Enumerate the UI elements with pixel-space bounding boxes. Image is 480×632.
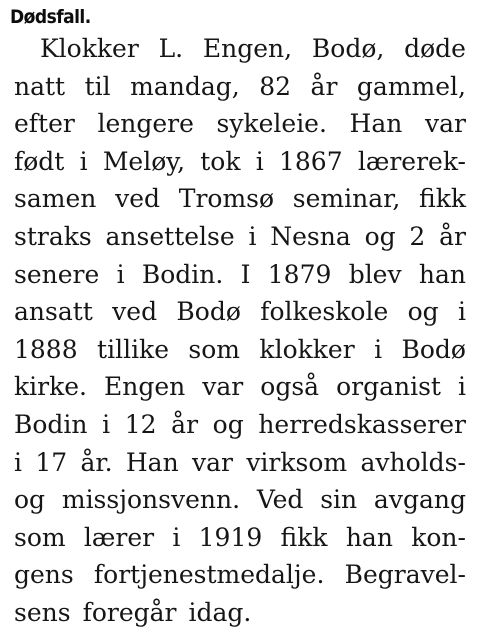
word: år.	[80, 447, 113, 477]
word: i	[458, 372, 466, 402]
word: og	[364, 221, 396, 251]
word: var	[202, 372, 244, 402]
word: og	[14, 485, 46, 515]
word: kirke.	[14, 372, 87, 402]
word: klokker	[259, 334, 355, 364]
word: missjonsvenn.	[61, 485, 241, 515]
word: i	[374, 334, 383, 364]
word: Engen,	[202, 34, 293, 63]
word: Begravel-	[344, 560, 466, 590]
word: L.	[158, 34, 184, 63]
word: også	[260, 372, 320, 402]
word: i	[102, 409, 111, 439]
text-line-12	[14, 444, 466, 482]
word: i	[255, 146, 264, 176]
word: Han	[349, 109, 403, 139]
word: mandag,	[130, 71, 240, 101]
word: i	[248, 221, 257, 251]
word: fikk	[419, 184, 466, 214]
text-line-9	[14, 331, 466, 369]
word: som	[14, 522, 66, 552]
word: folkeskole	[260, 297, 389, 327]
word: I	[240, 259, 251, 289]
word: 2	[409, 221, 426, 251]
text-line-7	[14, 256, 466, 294]
word: 82	[259, 71, 292, 101]
word: han	[345, 522, 393, 552]
word: han	[418, 259, 466, 289]
word: 12	[124, 409, 157, 439]
word: avholds-	[360, 447, 466, 477]
word: lærerek-	[357, 146, 466, 176]
word: lærer	[83, 522, 155, 552]
word: år	[171, 409, 199, 439]
word: virksom	[246, 447, 348, 477]
word: Bodø	[176, 297, 241, 327]
word: ansettelse	[105, 221, 235, 251]
article-body	[14, 30, 466, 632]
text-line-1	[14, 30, 466, 68]
text-line-2	[14, 68, 466, 106]
text-line-8	[14, 293, 466, 331]
word: Bodin.	[141, 259, 224, 289]
word: gens	[14, 560, 74, 590]
word: 1888	[14, 334, 78, 364]
word: i	[14, 447, 22, 477]
word: samen	[14, 184, 97, 214]
word: døde	[404, 34, 466, 63]
word: var	[192, 447, 233, 477]
word: Klokker	[40, 34, 139, 63]
word: i	[457, 297, 466, 327]
word: seminar,	[292, 184, 401, 214]
word: i	[79, 146, 88, 176]
word: Ved	[256, 485, 304, 515]
word: tillike	[97, 334, 170, 364]
word: Bodø	[401, 334, 466, 364]
word: og	[407, 297, 439, 327]
word: avgang	[373, 485, 466, 515]
word: kon-	[411, 522, 466, 552]
word: natt	[14, 71, 66, 101]
word: Tromsø	[178, 184, 275, 214]
word: i	[172, 522, 181, 552]
word: sykeleie.	[216, 109, 327, 139]
word: 1879	[267, 259, 332, 289]
word: Han	[125, 447, 179, 477]
word: gammel,	[356, 71, 466, 101]
word: Engen	[104, 372, 186, 402]
text-line-15	[14, 556, 466, 594]
word: som	[188, 334, 241, 364]
word: efter	[14, 109, 75, 139]
word: sin	[320, 485, 358, 515]
word: i	[116, 259, 125, 289]
text-line-4	[14, 143, 466, 181]
word: år	[310, 71, 338, 101]
word: født	[14, 146, 65, 176]
word: Meløy,	[102, 146, 186, 176]
word: lengere	[97, 109, 194, 139]
word: ansatt	[14, 297, 93, 327]
word: ved	[115, 184, 161, 214]
text-line-11	[14, 406, 466, 444]
word: herredskasserer	[258, 409, 466, 439]
word: 1919	[198, 522, 263, 552]
word: foregår	[82, 597, 177, 627]
text-line-13	[14, 481, 466, 519]
text-line-3	[14, 105, 466, 143]
word: til	[84, 71, 111, 101]
word: tok	[200, 146, 241, 176]
text-line-10	[14, 368, 466, 406]
word: og	[212, 409, 244, 439]
word: var	[424, 109, 466, 139]
word: Bodin	[14, 409, 88, 439]
word: Nesna	[270, 221, 351, 251]
word: fikk	[280, 522, 328, 552]
word: 1867	[278, 146, 343, 176]
headline: Dødsfall.	[10, 6, 91, 28]
text-line-14	[14, 519, 466, 557]
text-line-16	[14, 594, 466, 632]
word: ved	[112, 297, 158, 327]
word: blev	[348, 259, 402, 289]
word: 17	[35, 447, 68, 477]
word: Bodø,	[311, 34, 385, 63]
word: idag.	[188, 597, 252, 627]
word: straks	[14, 221, 92, 251]
word: organist	[336, 372, 441, 402]
text-line-5	[14, 180, 466, 218]
word: fortjenestmedalje.	[93, 560, 325, 590]
text-line-6	[14, 218, 466, 256]
word: sens	[14, 597, 71, 627]
word: senere	[14, 259, 100, 289]
word: år	[439, 221, 466, 251]
